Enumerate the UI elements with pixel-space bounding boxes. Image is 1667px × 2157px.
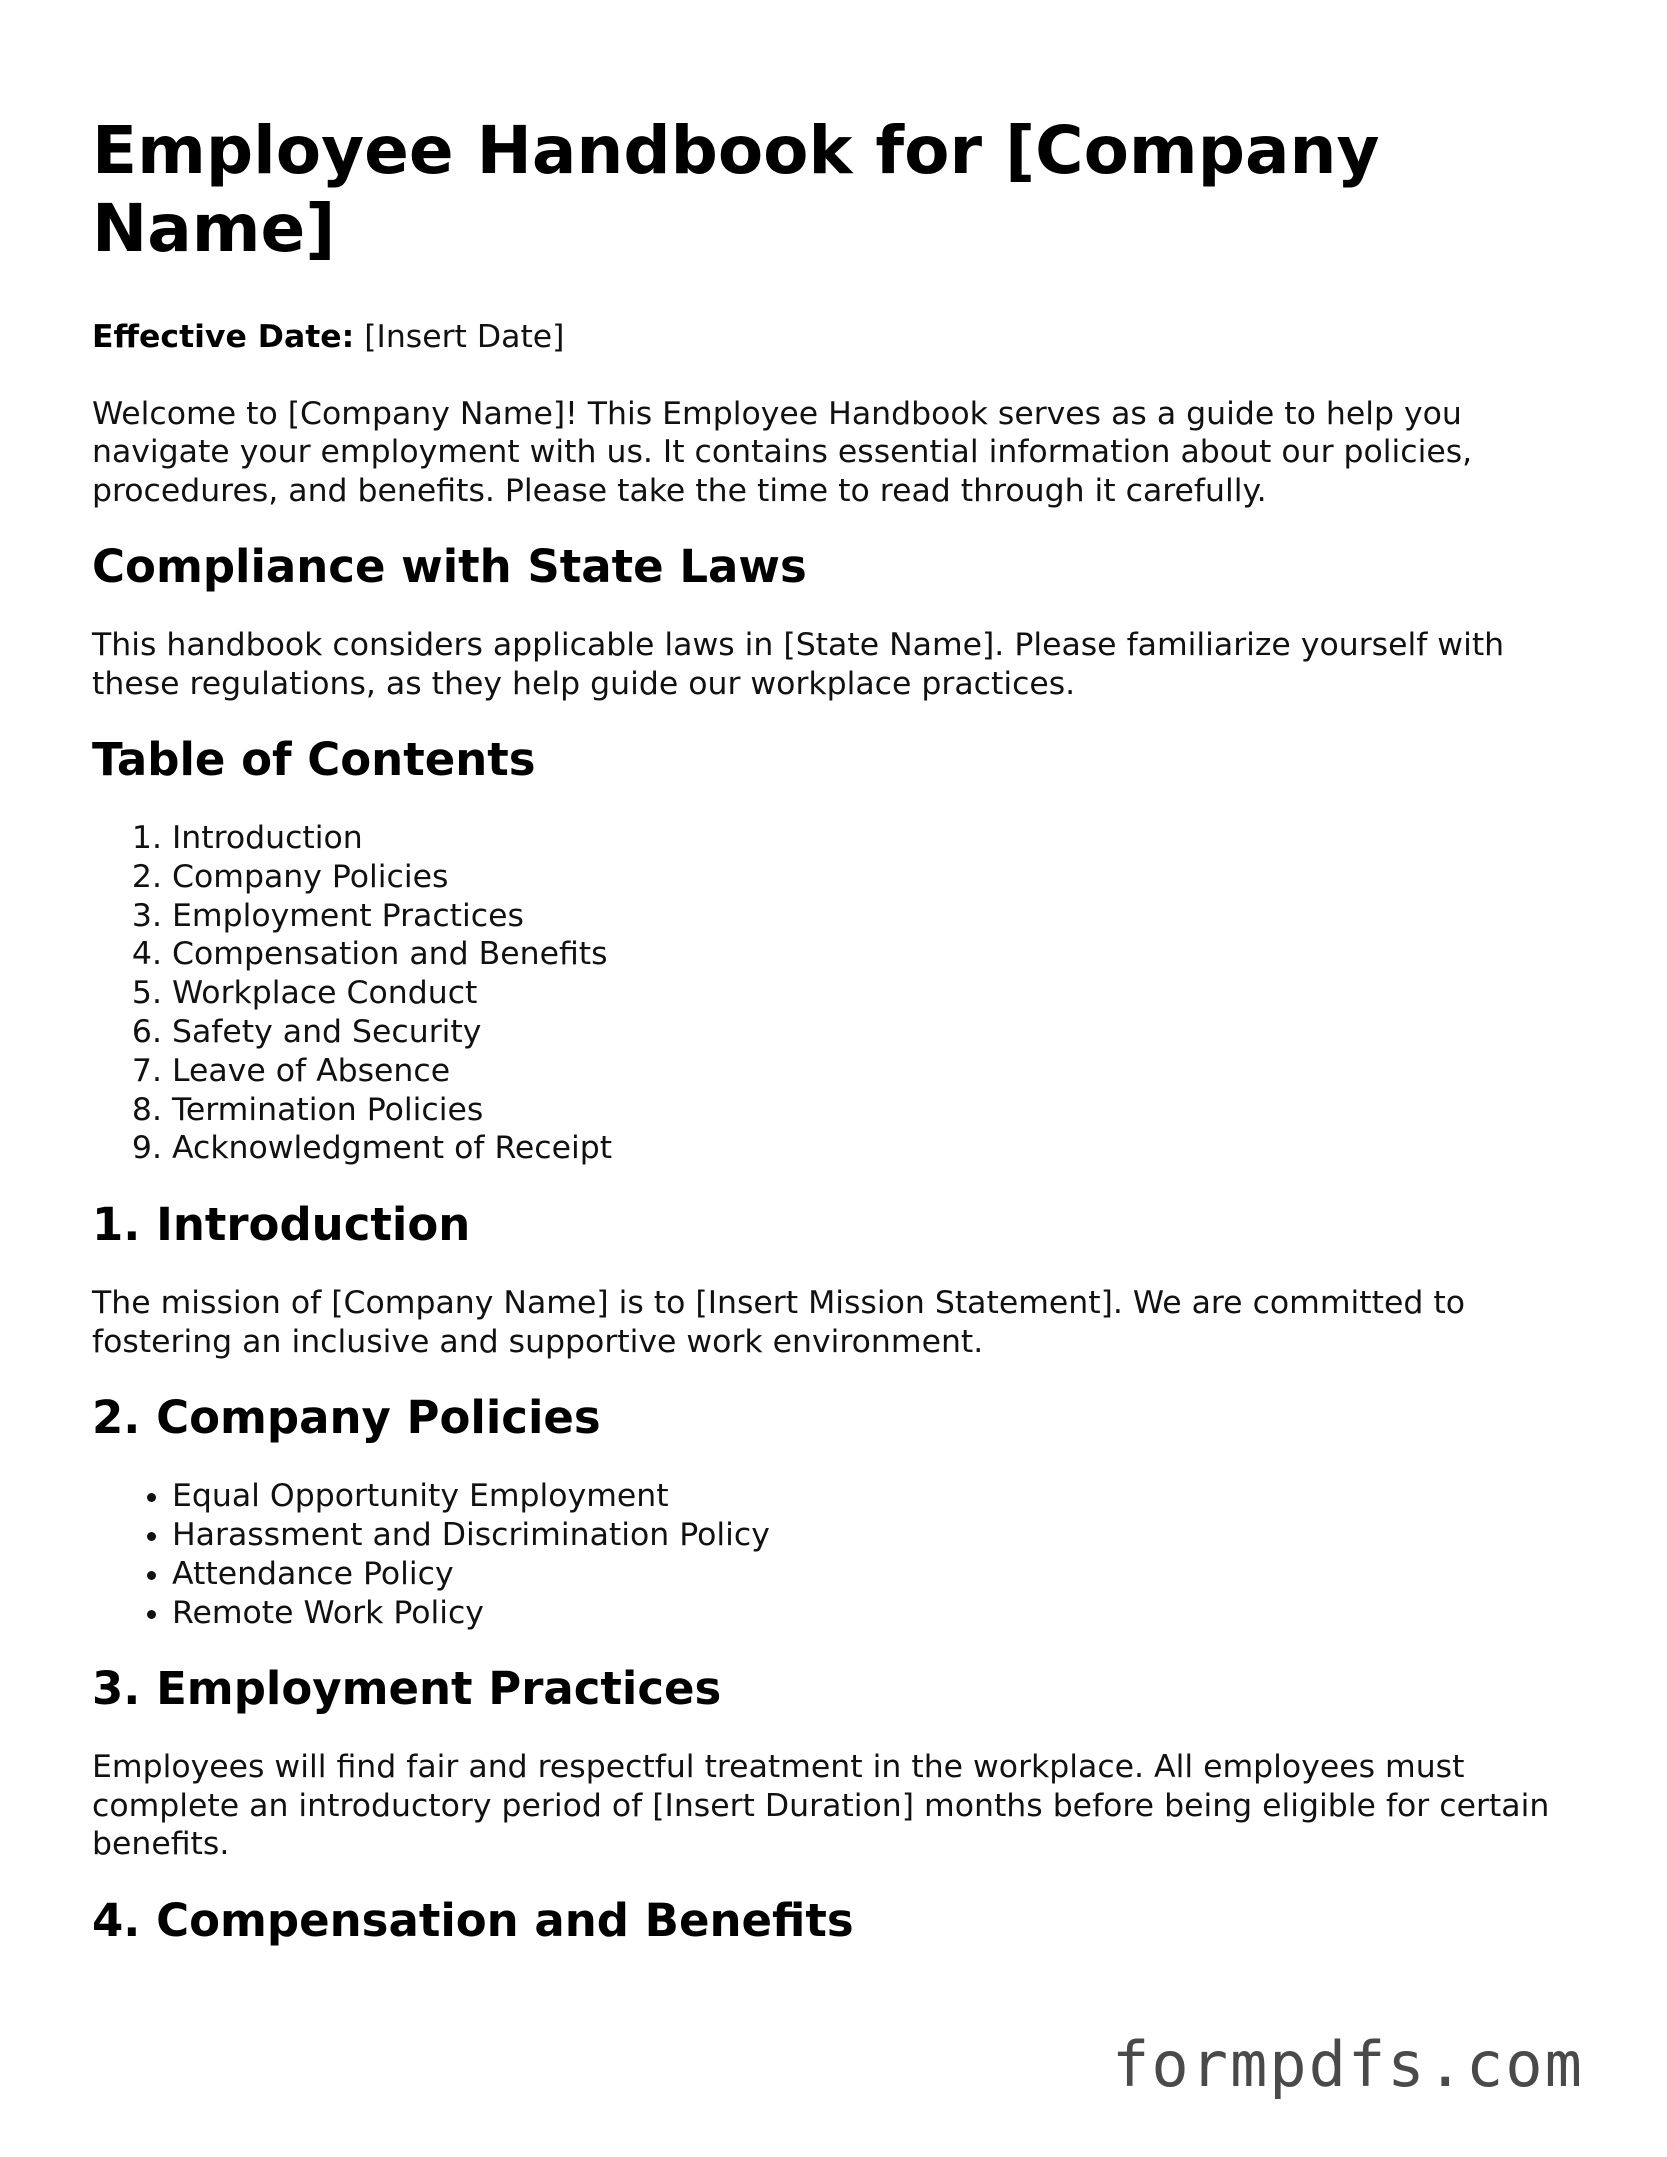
compensation-heading: 4. Compensation and Benefits — [92, 1893, 854, 1947]
toc-item: 6. Safety and Security — [172, 1013, 1592, 1052]
policy-item: • Attendance Policy — [172, 1555, 1592, 1594]
policy-item: • Remote Work Policy — [172, 1594, 1592, 1633]
introduction-paragraph: The mission of [Company Name] is to [Insert Mission Statement]. We are committed to fostering an inclusive and supportive work environment. — [92, 1285, 1465, 1360]
watermark: formpdfs.com — [1112, 2028, 1584, 2101]
document-page — [92, 112, 1592, 1980]
toc-item: 2. Company Policies — [172, 858, 1592, 897]
introduction-heading: 1. Introduction — [92, 1198, 471, 1252]
welcome-paragraph: Welcome to [Company Name]! This Employee Handbook serves as a guide to help you navigate your employment with us. It contains essential information about our policies, procedures, and benefits. Please take the time to read through it carefully. — [92, 395, 1473, 509]
compliance-paragraph: This handbook considers applicable laws in [State Name]. Please familiarize yourself with these regulations, as they help guide our workplace practices. — [92, 627, 1505, 702]
policy-item: • Equal Opportunity Employment — [172, 1477, 1592, 1516]
toc-item: 8. Termination Policies — [172, 1091, 1592, 1130]
company-policies-heading: 2. Company Policies — [92, 1391, 601, 1445]
toc-item: 5. Workplace Conduct — [172, 974, 1592, 1013]
toc-list — [92, 819, 1592, 1168]
company-policies-list — [92, 1477, 1592, 1632]
employment-practices-heading: 3. Employment Practices — [92, 1662, 722, 1716]
policy-item: • Harassment and Discrimination Policy — [172, 1516, 1592, 1555]
toc-item: 3. Employment Practices — [172, 897, 1592, 936]
toc-item: 1. Introduction — [172, 819, 1592, 858]
employment-practices-paragraph: Employees will find fair and respectful treatment in the workplace. All employees must complete an introductory period of [Insert Duration] months before being eligible for certain benefits. — [92, 1749, 1550, 1863]
effective-date-value: [Insert Date] — [364, 319, 565, 355]
toc-item: 7. Leave of Absence — [172, 1052, 1592, 1091]
toc-heading: Table of Contents — [92, 733, 536, 786]
document-title: Employee Handbook for [Company Name] — [92, 112, 1380, 267]
compliance-heading: Compliance with State Laws — [92, 540, 807, 593]
effective-date-label: Effective Date: — [92, 319, 355, 355]
effective-date — [92, 318, 1592, 357]
toc-item: 9. Acknowledgment of Receipt — [172, 1129, 1592, 1168]
toc-item: 4. Compensation and Benefits — [172, 935, 1592, 974]
